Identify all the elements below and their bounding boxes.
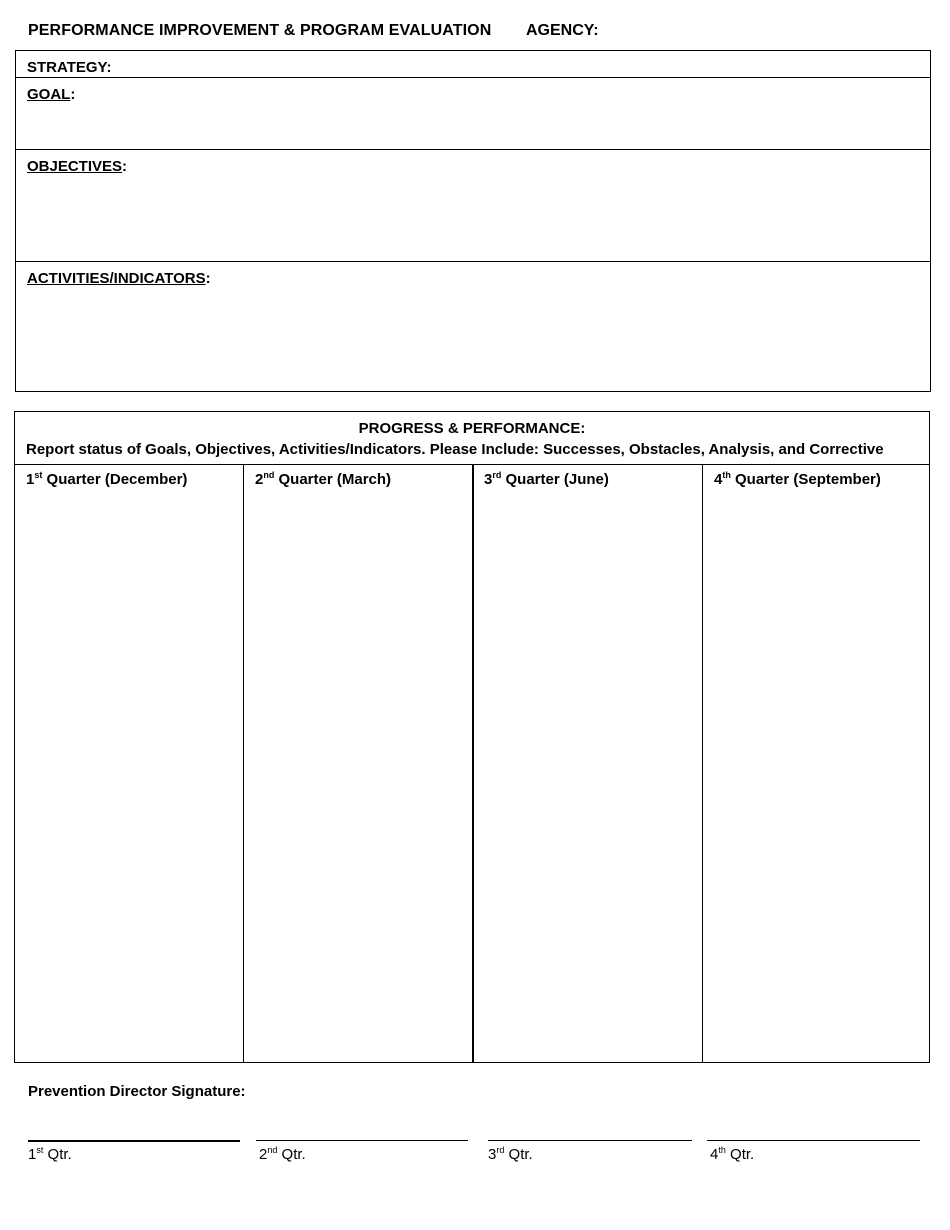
signature-label: Prevention Director Signature: [28, 1083, 246, 1100]
signature-line-q1[interactable] [28, 1140, 240, 1142]
objectives-label [27, 158, 127, 175]
divider [16, 261, 930, 262]
quarter-2-header: 2nd Quarter (March) [255, 470, 392, 488]
progress-section [14, 411, 930, 1063]
goal-label-text: GOAL [27, 86, 71, 103]
divider [16, 77, 930, 78]
quarter-1-header: 1st Quarter (December) [26, 470, 188, 488]
strategy-section [15, 50, 931, 392]
quarter-3-header: 3rd Quarter (June) [484, 470, 609, 488]
objectives-label-text: OBJECTIVES [27, 158, 123, 175]
signature-caption-q2: 2nd Qtr. [259, 1145, 306, 1163]
signature-line-q3[interactable] [488, 1140, 692, 1141]
strategy-label: STRATEGY: [27, 59, 112, 75]
form-title: PERFORMANCE IMPROVEMENT & PROGRAM EVALUATION [28, 22, 492, 39]
agency-label: AGENCY: [526, 22, 599, 39]
divider [16, 149, 930, 150]
objectives-colon: : [122, 158, 128, 175]
goal-colon: : [70, 86, 76, 103]
goal-label [27, 86, 75, 103]
signature-caption-q3: 3rd Qtr. [488, 1145, 533, 1163]
quarter-4-header: 4th Quarter (September) [714, 470, 881, 488]
progress-title: PROGRESS & PERFORMANCE: [358, 420, 586, 437]
column-divider [702, 464, 703, 1062]
activities-label-text: ACTIVITIES/INDICATORS [27, 270, 206, 287]
activities-colon: : [205, 270, 211, 287]
activities-label [27, 270, 211, 287]
signature-line-q4[interactable] [707, 1140, 920, 1141]
signature-caption-q1: 1st Qtr. [28, 1145, 72, 1163]
progress-instructions: Report status of Goals, Objectives, Activities/Indicators. Please Include: Successes, Obstacles, Analysis, and Corrective [26, 441, 884, 458]
signature-line-q2[interactable] [256, 1140, 468, 1141]
signature-caption-q4: 4th Qtr. [710, 1145, 755, 1163]
column-divider [243, 464, 244, 1062]
column-divider [472, 464, 474, 1062]
